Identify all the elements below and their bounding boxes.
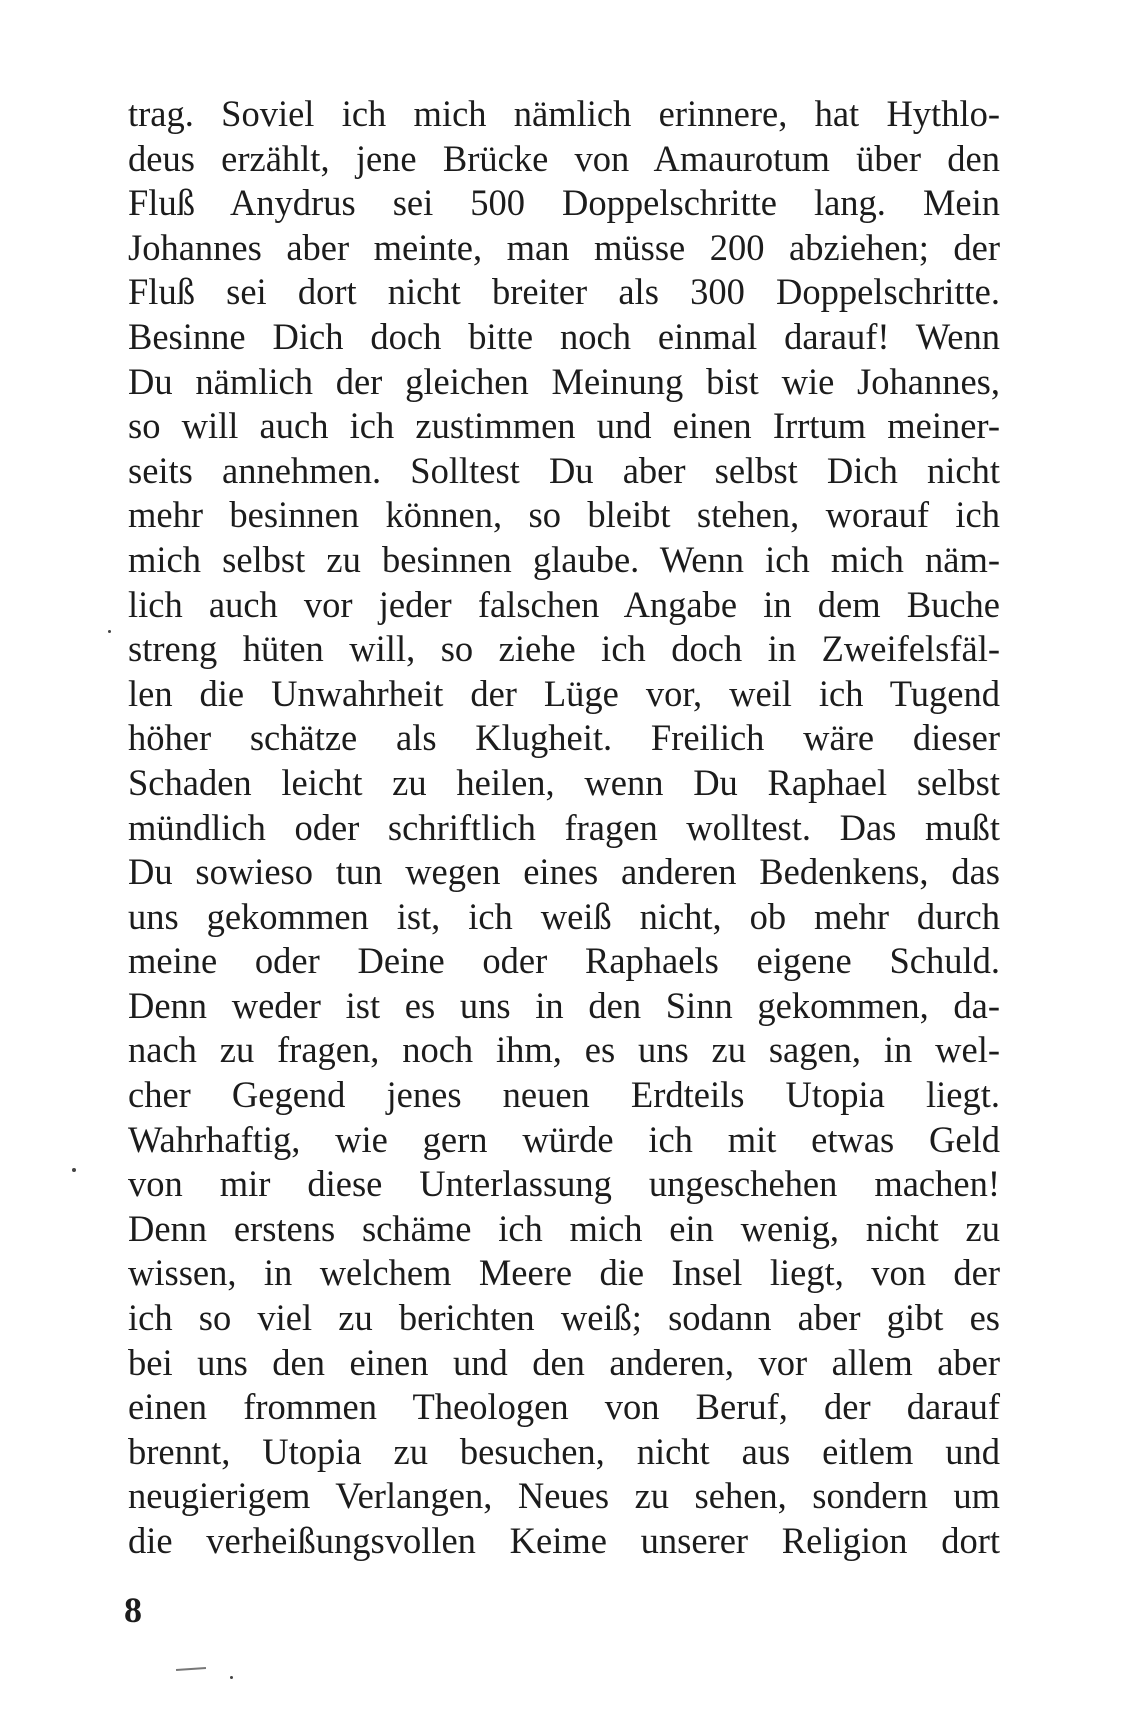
text-line: brennt, Utopia zu besuchen, nicht aus eitlem und xyxy=(128,1430,1000,1472)
text-line: Denn erstens schäme ich mich ein wenig, nicht zu xyxy=(128,1207,1000,1249)
text-line: len die Unwahrheit der Lüge vor, weil ich Tugend xyxy=(128,672,1000,714)
scan-speck xyxy=(108,630,111,633)
page-number: 8 xyxy=(124,1590,142,1630)
text-line: mich selbst zu besinnen glaube. Wenn ich mich näm- xyxy=(128,538,1000,580)
text-line: mündlich oder schriftlich fragen wolltest. Das mußt xyxy=(128,806,1000,848)
text-line: Johannes aber meinte, man müsse 200 abziehen; der xyxy=(128,226,1000,268)
text-line: von mir diese Unterlassung ungeschehen machen! xyxy=(128,1163,1000,1205)
text-line: Du sowieso tun wegen eines anderen Bedenkens, das xyxy=(128,851,1000,893)
scan-mark xyxy=(176,1667,206,1671)
text-line: bei uns den einen und den anderen, vor allem aber xyxy=(128,1341,1000,1383)
text-line: mehr besinnen können, so bleibt stehen, worauf ich xyxy=(128,494,1000,536)
text-line: Besinne Dich doch bitte noch einmal darauf! Wenn xyxy=(128,315,1000,357)
text-line: neugierigem Verlangen, Neues zu sehen, sondern um xyxy=(128,1475,1000,1517)
text-line: Schaden leicht zu heilen, wenn Du Raphael selbst xyxy=(128,761,1000,803)
scan-speck xyxy=(72,1168,76,1172)
text-line: ich so viel zu berichten weiß; sodann aber gibt es xyxy=(128,1297,1000,1339)
text-line: wissen, in welchem Meere die Insel liegt, von der xyxy=(128,1252,1000,1294)
text-line: die verheißungsvollen Keime unserer Religion dort xyxy=(128,1520,1000,1561)
text-line: seits annehmen. Solltest Du aber selbst Dich nicht xyxy=(128,449,1000,491)
text-line: so will auch ich zustimmen und einen Irrtum meiner- xyxy=(128,405,1000,447)
text-line: Du nämlich der gleichen Meinung bist wie Johannes, xyxy=(128,360,1000,402)
text-line: streng hüten will, so ziehe ich doch in Zweifelsfäl- xyxy=(128,628,1000,670)
text-line: höher schätze als Klugheit. Freilich wäre dieser xyxy=(128,717,1000,759)
text-line: Denn weder ist es uns in den Sinn gekommen, da- xyxy=(128,984,1000,1026)
text-line: nach zu fragen, noch ihm, es uns zu sagen, in wel- xyxy=(128,1029,1000,1071)
text-line: trag. Soviel ich mich nämlich erinnere, hat Hythlo- xyxy=(128,93,1000,134)
text-line: lich auch vor jeder falschen Angabe in dem Buche xyxy=(128,583,1000,625)
text-line: cher Gegend jenes neuen Erdteils Utopia liegt. xyxy=(128,1074,1000,1116)
scan-speck xyxy=(230,1676,233,1679)
text-line: meine oder Deine oder Raphaels eigene Schuld. xyxy=(128,940,1000,982)
text-line: deus erzählt, jene Brücke von Amaurotum über den xyxy=(128,137,1000,179)
text-line: Fluß Anydrus sei 500 Doppelschritte lang. Mein xyxy=(128,182,1000,224)
text-line: uns gekommen ist, ich weiß nicht, ob mehr durch xyxy=(128,895,1000,937)
text-line: einen frommen Theologen von Beruf, der darauf xyxy=(128,1386,1000,1428)
body-text xyxy=(128,92,1000,1564)
text-line: Wahrhaftig, wie gern würde ich mit etwas Geld xyxy=(128,1118,1000,1160)
text-line: Fluß sei dort nicht breiter als 300 Doppelschritte. xyxy=(128,271,1000,313)
